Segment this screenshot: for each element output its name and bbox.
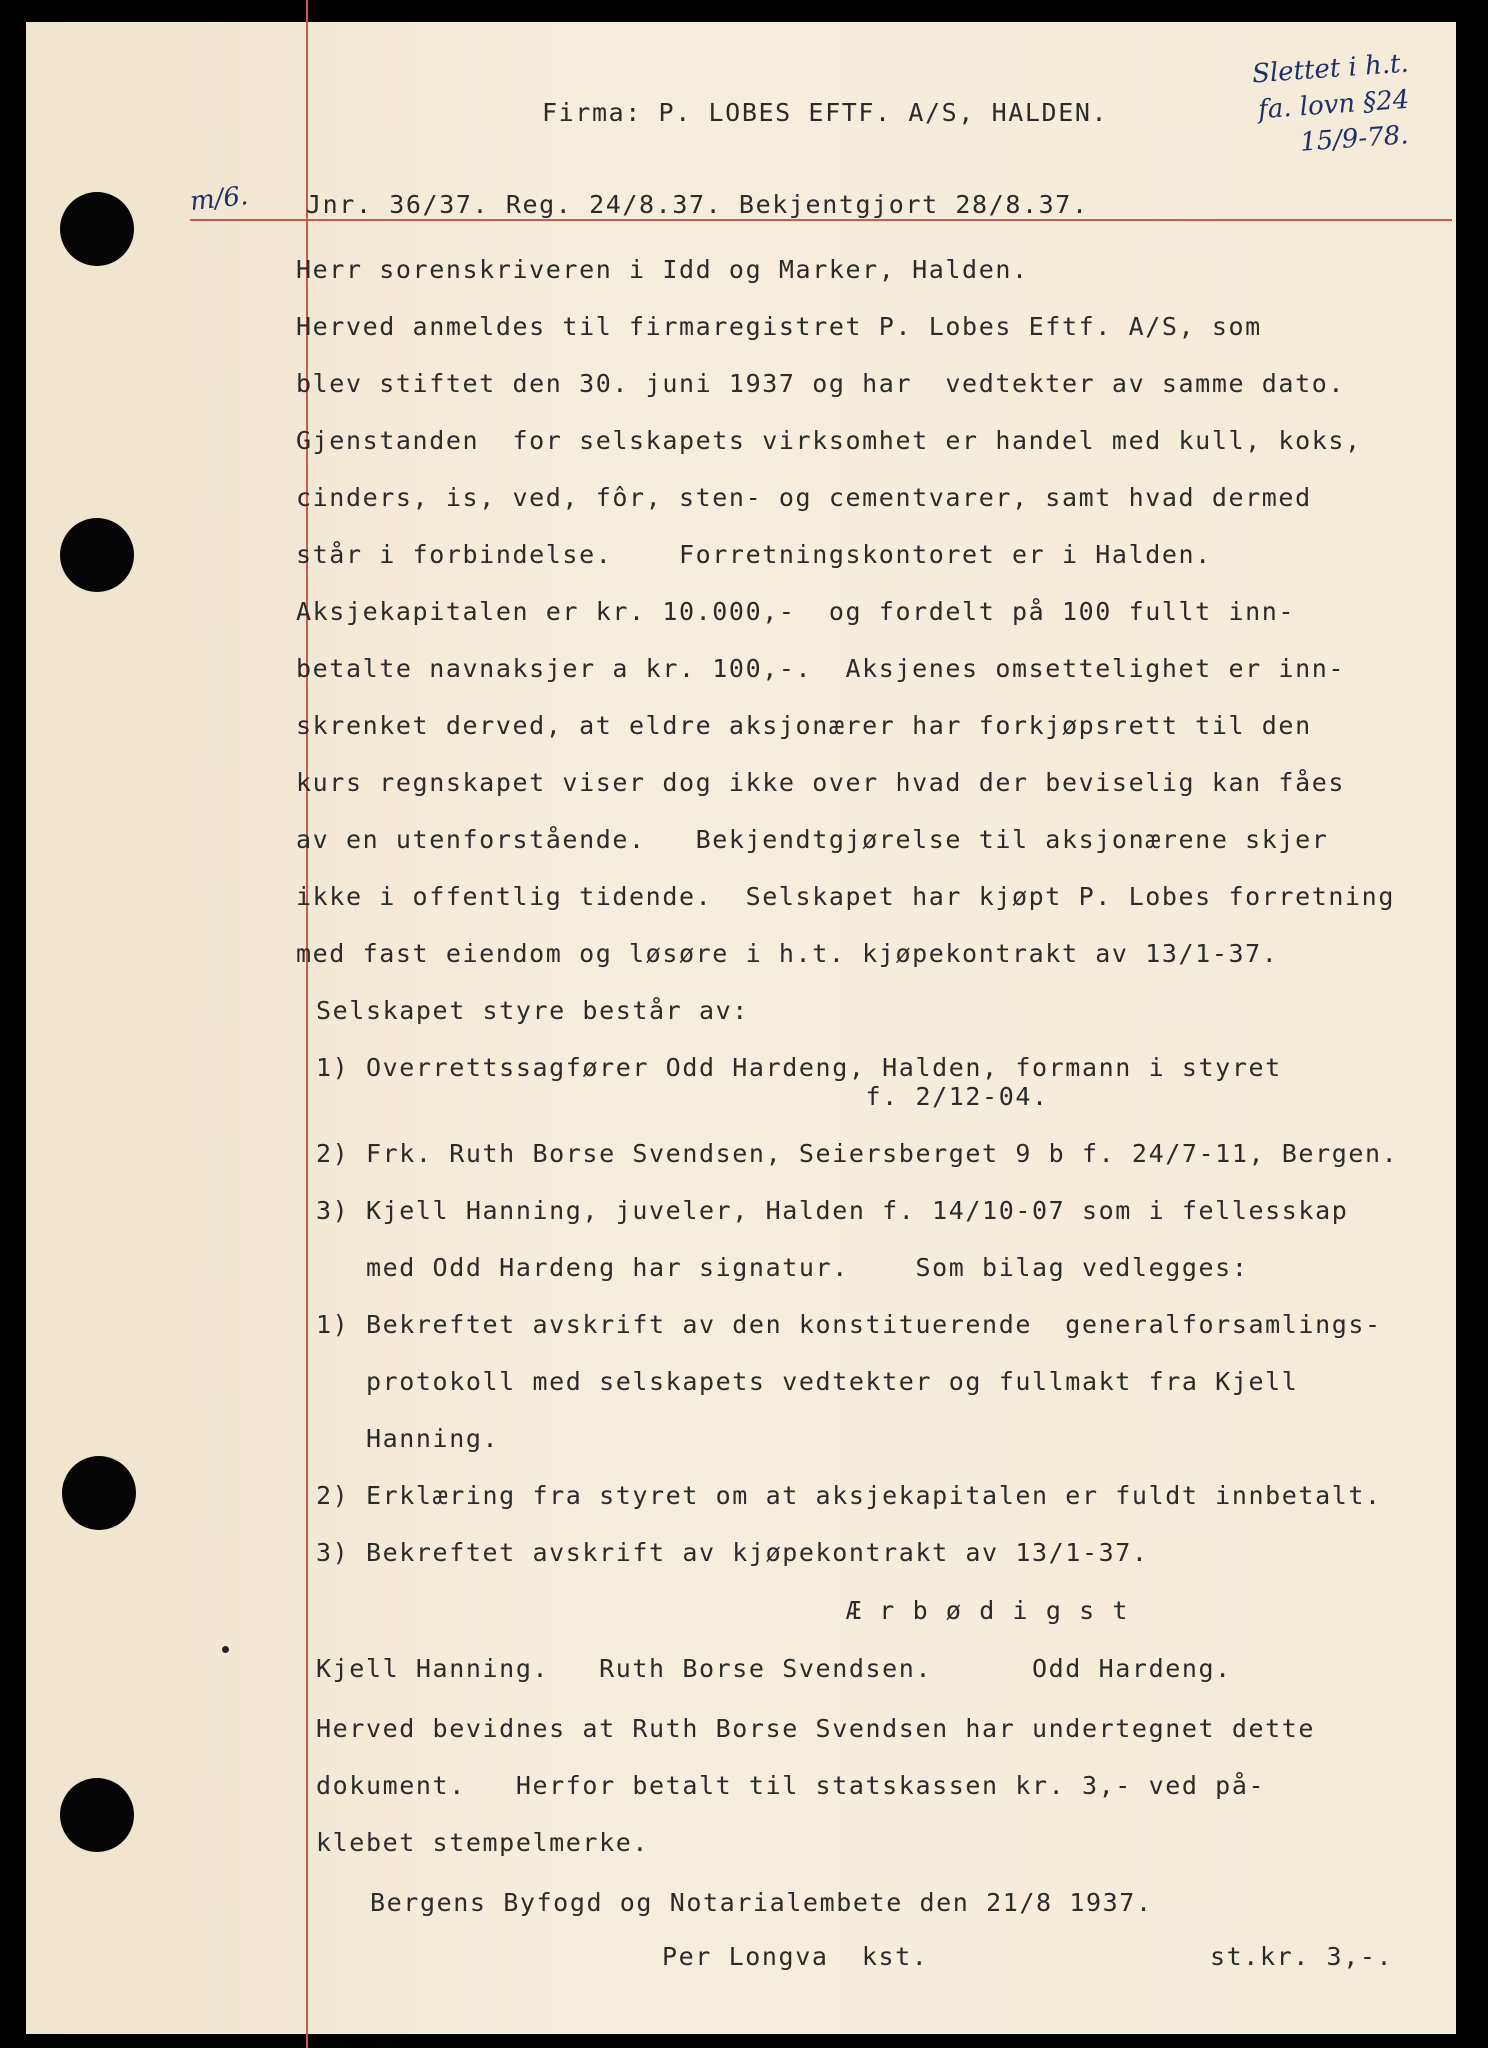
handwritten-annotation-line-3: 15/9-78.: [1299, 120, 1410, 158]
body-line-4: Gjenstanden for selskapets virksomhet er handel med kull, koks,: [296, 426, 1362, 455]
punch-hole-1: [60, 192, 134, 266]
signer-name: Per Longva kst.: [662, 1942, 929, 1971]
body-line-10: kurs regnskapet viser dog ikke over hvad der beviselig kan fåes: [296, 768, 1346, 797]
board-item-3: 3) Kjell Hanning, juveler, Halden f. 14/10-07 som i fellesskap: [316, 1196, 1349, 1225]
body-line-14: Selskapet styre består av:: [316, 996, 749, 1025]
punch-hole-3: [62, 1456, 136, 1530]
red-margin-line: [306, 0, 308, 2048]
punch-hole-2: [60, 518, 134, 592]
attestation-line-3: klebet stempelmerke.: [316, 1828, 650, 1857]
body-line-12: ikke i offentlig tidende. Selskapet har kjøpt P. Lobes forretning: [296, 882, 1395, 911]
margin-note: m/6.: [188, 181, 250, 217]
body-line-6: står i forbindelse. Forretningskontoret er i Halden.: [296, 540, 1212, 569]
handwritten-annotation-line-2: fa. lovn §24: [1257, 84, 1411, 126]
closing-salutation: Æ r b ø d i g s t: [846, 1596, 1130, 1625]
signatures-line: Kjell Hanning. Ruth Borse Svendsen. Odd Hardeng.: [316, 1654, 1232, 1683]
body-line-1: Herr sorenskriveren i Idd og Marker, Halden.: [296, 255, 1029, 284]
firm-heading: Firma: P. LOBES EFTF. A/S, HALDEN.: [542, 98, 1109, 127]
red-header-rule: [190, 219, 1452, 221]
board-item-3-cont: med Odd Hardeng har signatur. Som bilag vedlegges:: [316, 1253, 1249, 1282]
attachment-2: 2) Erklæring fra styret om at aksjekapitalen er fuldt innbetalt.: [316, 1481, 1382, 1510]
board-item-1-cont: f. 2/12-04.: [316, 1082, 1049, 1111]
handwritten-annotation-line-1: Slettet i h.t.: [1251, 48, 1410, 90]
body-line-2: Herved anmeldes til firmaregistret P. Lobes Eftf. A/S, som: [296, 312, 1262, 341]
body-line-5: cinders, is, ved, fôr, sten- og cementvarer, samt hvad dermed: [296, 483, 1312, 512]
attachment-3: 3) Bekreftet avskrift av kjøpekontrakt av 13/1-37.: [316, 1538, 1149, 1567]
attachment-1: 1) Bekreftet avskrift av den konstituerende generalforsamlings-: [316, 1310, 1382, 1339]
attachment-1-end: Hanning.: [316, 1424, 500, 1453]
attachment-1-cont: protokoll med selskapets vedtekter og fullmakt fra Kjell: [316, 1367, 1299, 1396]
board-item-2: 2) Frk. Ruth Borse Svendsen, Seiersberget 9 b f. 24/7-11, Bergen.: [316, 1139, 1399, 1168]
attestation-line-2: dokument. Herfor betalt til statskassen kr. 3,- ved på-: [316, 1771, 1266, 1800]
place-date: Bergens Byfogd og Notarialembete den 21/8 1937.: [370, 1888, 1153, 1917]
body-line-3: blev stiftet den 30. juni 1937 og har vedtekter av samme dato.: [296, 369, 1346, 398]
journal-line: Jnr. 36/37. Reg. 24/8.37. Bekjentgjort 28/8.37.: [306, 190, 1089, 219]
attestation-line-1: Herved bevidnes at Ruth Borse Svendsen har undertegnet dette: [316, 1714, 1316, 1743]
stamp-fee: st.kr. 3,-.: [1210, 1942, 1394, 1971]
body-line-9: skrenket derved, at eldre aksjonærer har forkjøpsrett til den: [296, 711, 1312, 740]
ink-dot: [222, 1646, 229, 1653]
board-item-1: 1) Overrettssagfører Odd Hardeng, Halden, formann i styret: [316, 1053, 1282, 1082]
body-line-11: av en utenforstående. Bekjendtgjørelse til aksjonærene skjer: [296, 825, 1329, 854]
body-line-13: med fast eiendom og løsøre i h.t. kjøpekontrakt av 13/1-37.: [296, 939, 1279, 968]
punch-hole-4: [60, 1778, 134, 1852]
body-line-7: Aksjekapitalen er kr. 10.000,- og fordelt på 100 fullt inn-: [296, 597, 1296, 626]
body-line-8: betalte navnaksjer a kr. 100,-. Aksjenes omsettelighet er inn-: [296, 654, 1346, 683]
